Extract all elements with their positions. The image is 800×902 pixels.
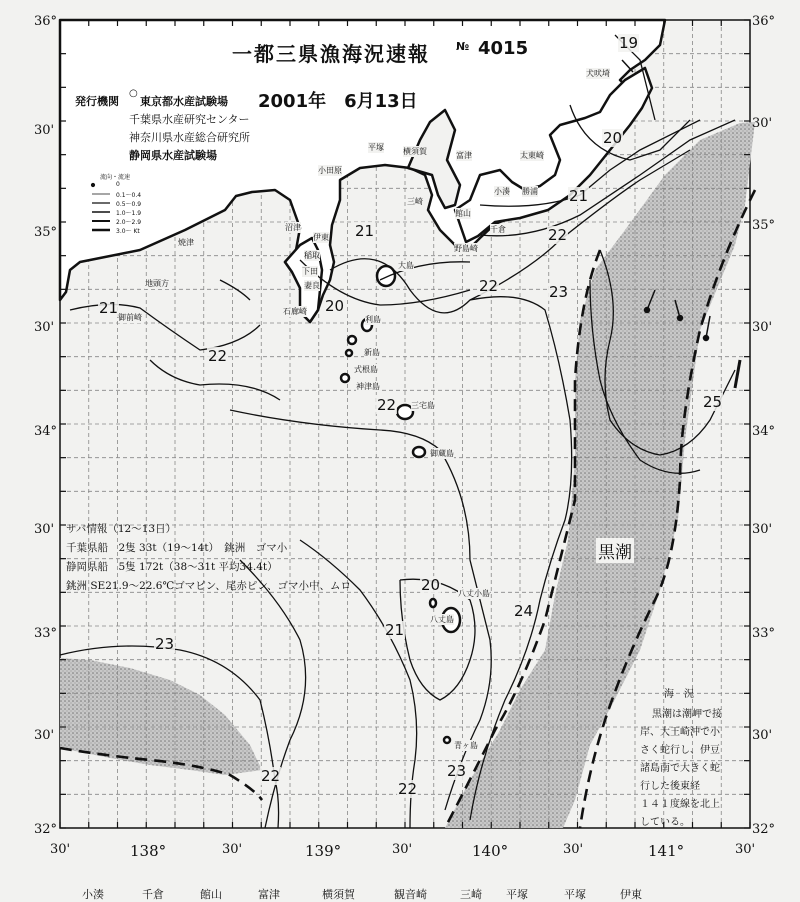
place-label: 八丈島 (430, 615, 454, 624)
issuer-chiba: 千葉県水産研究センター (129, 113, 250, 126)
isotherm-label: 20 (421, 576, 441, 594)
lat-label-right: 36° (752, 14, 776, 29)
bottom-item: 平塚 (564, 888, 586, 901)
isotherm-label: 19 (619, 34, 639, 52)
place-label: 地頭方 (145, 279, 169, 288)
place-label: 八丈小島 (458, 589, 490, 598)
note-title: 海 況 (664, 689, 694, 700)
legend-item: 3.0～ Kt (116, 228, 140, 235)
place-label: 横須賀 (403, 147, 427, 156)
issuer-tokyo: 東京都水産試験場 (140, 95, 228, 108)
number-prefix: № (456, 40, 470, 53)
place-label: 野島崎 (454, 244, 478, 253)
bottom-item: 小湊 (82, 888, 104, 901)
lat-label-right: 34° (752, 424, 776, 439)
isotherm-label: 21 (569, 187, 589, 205)
note-line: 諸島南で大きく蛇 (640, 763, 720, 774)
lat-label-left: 35° (34, 225, 58, 240)
lat-label-right: 30' (752, 320, 773, 335)
legend-title: 流向・流速 (100, 174, 131, 181)
isotherm-label: 21 (385, 621, 405, 639)
note-line: している。 (640, 817, 690, 828)
lat-label-right: 30' (752, 522, 773, 537)
lat-label-left: 34° (34, 424, 58, 439)
lat-label-right: 35° (752, 218, 776, 233)
isotherm-label: 22 (208, 347, 228, 365)
bulletin-number: 4015 (478, 38, 529, 59)
place-label: 三崎 (407, 197, 423, 206)
place-label: 利島 (365, 315, 381, 324)
note-line: 岸、大王崎沖で小 (640, 727, 720, 738)
place-label: 妻良 (304, 281, 320, 290)
saba-shizuoka: 静岡県船 5隻 172t（38～31t 平均34.4t） (66, 561, 278, 573)
bottom-item: 伊東 (620, 888, 642, 901)
bottom-item: 横須賀 (322, 888, 355, 901)
lon-label: 30' (735, 842, 756, 857)
lon-label: 139° (305, 842, 342, 860)
place-label: 小湊 (494, 187, 510, 196)
bottom-item: 富津 (258, 888, 280, 901)
isotherm-label: 23 (549, 283, 569, 301)
lat-label-right: 33° (752, 626, 776, 641)
place-label: 式根島 (354, 365, 378, 374)
saba-choshu: 銚洲 SE21.9～22.6℃ゴマピン、尾赤ピン、ゴマ小中、ムロ (66, 580, 352, 592)
legend-item: 0.5～0.9 (116, 201, 142, 208)
lat-label-right: 30' (752, 116, 773, 131)
isotherm-label: 22 (548, 226, 568, 244)
place-label: 太東崎 (520, 151, 544, 160)
lon-label: 30' (563, 842, 584, 857)
place-label: 石廊崎 (283, 307, 307, 316)
place-label: 平塚 (368, 143, 384, 152)
lat-label-left: 32° (34, 822, 58, 837)
lat-label-left: 30' (34, 728, 55, 743)
note-line: １４１度線を北上 (640, 799, 720, 810)
place-label: 小田原 (318, 166, 342, 175)
issuer-label: 発行機関 (75, 95, 119, 108)
lon-label: 30' (392, 842, 413, 857)
isotherm-label: 22 (479, 277, 499, 295)
note-line: 黒潮は潮岬で接 (652, 709, 722, 720)
place-label: 大島 (398, 261, 414, 270)
lat-label-left: 30' (34, 522, 55, 537)
isotherm-label: 20 (603, 129, 623, 147)
issuer-circle-icon: ○ (129, 88, 138, 99)
isotherm-label: 22 (398, 780, 418, 798)
bottom-item: 平塚 (506, 888, 528, 901)
bulletin-title: 一都三県漁海況速報 (232, 42, 430, 66)
bulletin-date: 2001年 6月13日 (258, 91, 418, 112)
note-line: さく蛇行し、伊豆 (640, 745, 720, 756)
lon-label: 138° (130, 842, 167, 860)
isotherm-label: 23 (447, 762, 467, 780)
bottom-item: 観音崎 (394, 888, 427, 901)
issuer-kanagawa: 神奈川県水産総合研究所 (129, 131, 250, 144)
place-label: 焼津 (178, 238, 194, 247)
place-label: 新島 (364, 348, 380, 357)
legend-item: 0 (116, 181, 120, 188)
place-label: 犬吠埼 (586, 69, 610, 78)
lat-label-right: 30' (752, 728, 773, 743)
place-label: 神津島 (356, 382, 380, 391)
place-label: 稲取 (304, 251, 320, 260)
lat-label-left: 30' (34, 320, 55, 335)
legend-item: 0.1～0.4 (116, 192, 142, 199)
place-label: 富津 (456, 151, 472, 160)
place-label: 館山 (455, 209, 471, 218)
isotherm-label: 20 (325, 297, 345, 315)
note-line: 行した後東経 (640, 781, 700, 792)
isotherm-label: 22 (261, 767, 281, 785)
lat-label-left: 33° (34, 626, 58, 641)
bottom-item: 千倉 (142, 888, 164, 901)
place-label: 伊東 (313, 233, 329, 242)
lat-label-right: 32° (752, 822, 776, 837)
place-label: 千倉 (490, 225, 506, 234)
lon-label: 30' (50, 842, 71, 857)
saba-chiba: 千葉県船 2隻 33t（19～14t） 銚洲 ゴマ小 (66, 542, 288, 554)
lon-label: 30' (222, 842, 243, 857)
kuroshio-label: 黒潮 (596, 538, 634, 563)
lon-label: 140° (472, 842, 509, 860)
saba-title: サバ情報（12～13日） (66, 523, 177, 535)
place-label: 御蔵島 (430, 449, 454, 458)
place-label: 御前崎 (118, 313, 142, 322)
isotherm-label: 21 (355, 222, 375, 240)
legend-item: 2.0～2.9 (116, 219, 142, 226)
isotherm-label: 23 (155, 635, 175, 653)
lon-label: 141° (648, 842, 685, 860)
legend-item: 1.0～1.9 (116, 210, 142, 217)
lat-label-left: 36° (34, 14, 58, 29)
place-label: 三宅島 (411, 401, 435, 410)
place-label: 沼津 (285, 223, 301, 232)
bottom-item: 館山 (200, 888, 222, 901)
isotherm-label: 22 (377, 396, 397, 414)
place-label: 青ヶ島 (454, 741, 478, 750)
isotherm-label: 24 (514, 602, 534, 620)
isotherm-label: 21 (99, 299, 119, 317)
lat-label-left: 30' (34, 123, 55, 138)
isotherm-label: 25 (703, 393, 723, 411)
place-label: 下田 (302, 267, 318, 276)
place-label: 勝浦 (522, 187, 538, 196)
bottom-item: 三崎 (460, 888, 482, 901)
issuer-shizuoka: 静岡県水産試験場 (129, 149, 217, 162)
